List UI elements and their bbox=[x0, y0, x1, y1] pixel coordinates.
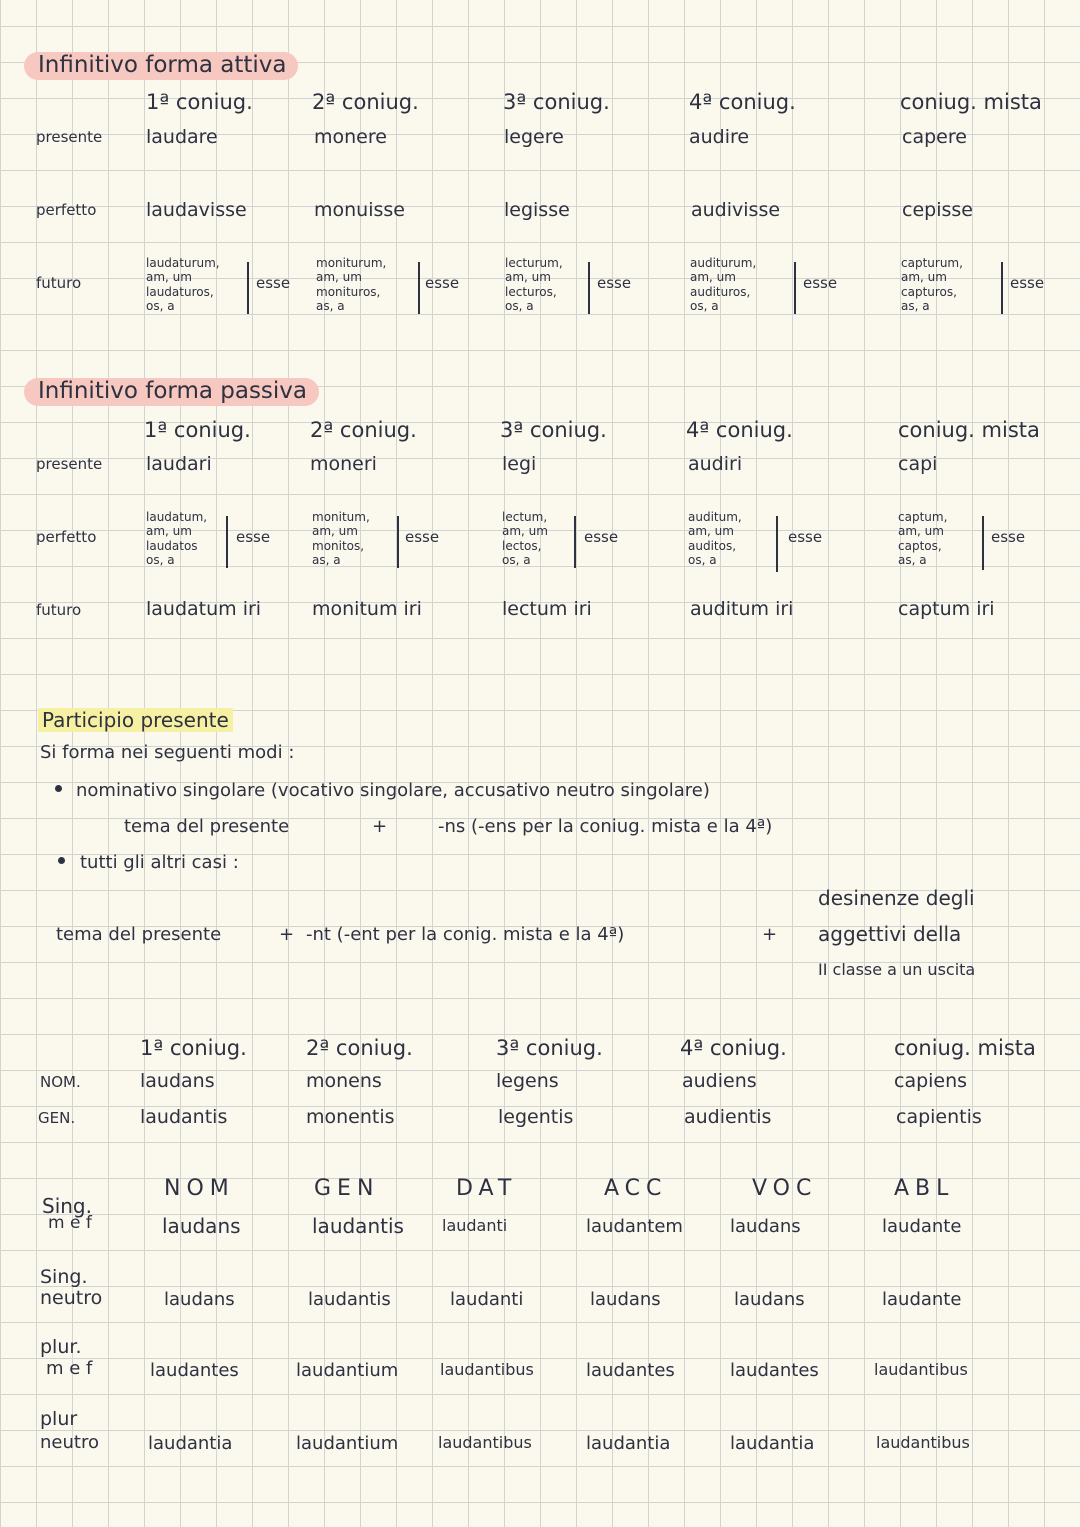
decl-cell: laudantis bbox=[312, 1214, 404, 1238]
active-futuro-2: moniturum, am, um monituros, as, a bbox=[316, 256, 387, 314]
passive-esse-2: esse bbox=[405, 528, 440, 546]
bullet-dot bbox=[55, 785, 62, 792]
participle-nom-2: monens bbox=[306, 1070, 382, 1092]
participle-gen-5: capientis bbox=[896, 1106, 982, 1128]
participle-intro: Si forma nei seguenti modi : bbox=[40, 742, 295, 763]
active-futuro-1: laudaturum, am, um laudaturos, os, a bbox=[146, 256, 220, 314]
passive-perfetto-4: auditum, am, um auditos, os, a bbox=[688, 510, 742, 568]
passive-esse-4: esse bbox=[788, 528, 823, 546]
participle-note-line-1: desinenze degli bbox=[818, 886, 975, 910]
active-futuro-5: capturum, am, um capturos, as, a bbox=[901, 256, 963, 314]
decl-cell: laudantes bbox=[730, 1360, 819, 1381]
passive-col-1: 1ª coniug. bbox=[144, 418, 251, 442]
decl-row-4-label: plur bbox=[40, 1408, 78, 1430]
passive-futuro-5: captum iri bbox=[898, 598, 995, 620]
passive-perfetto-5: captum, am, um captos, as, a bbox=[898, 510, 948, 568]
participle-col-3: 3ª coniug. bbox=[496, 1036, 603, 1060]
decl-cell: laudantium bbox=[296, 1433, 399, 1454]
brace-bar bbox=[982, 516, 984, 570]
decl-cell: laudantibus bbox=[440, 1360, 534, 1379]
active-label-futuro: futuro bbox=[36, 274, 82, 292]
decl-header-dat: DAT bbox=[456, 1176, 518, 1201]
participle-gen-3: legentis bbox=[498, 1106, 574, 1128]
decl-cell: laudanti bbox=[442, 1216, 508, 1235]
passive-presente-5: capi bbox=[898, 453, 938, 475]
participle-rule1-stem: tema del presente bbox=[124, 816, 290, 837]
passive-label-presente: presente bbox=[36, 455, 103, 473]
brace-bar bbox=[794, 262, 796, 314]
participle-nom-5: capiens bbox=[894, 1070, 968, 1092]
decl-cell: laudantibus bbox=[874, 1360, 968, 1379]
brace-bar bbox=[226, 516, 228, 568]
decl-cell: laudans bbox=[590, 1289, 661, 1310]
active-perfetto-4: audivisse bbox=[691, 199, 781, 221]
participle-col-1: 1ª coniug. bbox=[140, 1036, 247, 1060]
participle-title: Participio presente bbox=[38, 708, 233, 732]
brace-bar bbox=[588, 262, 590, 314]
active-esse-5: esse bbox=[1010, 274, 1045, 292]
decl-cell: laudantium bbox=[296, 1360, 399, 1381]
participle-nom-label: NOM. bbox=[40, 1073, 81, 1091]
participle-nom-1: laudans bbox=[140, 1070, 215, 1092]
decl-header-gen: GEN bbox=[314, 1176, 380, 1201]
active-perfetto-3: legisse bbox=[504, 199, 570, 221]
decl-row-3-sublabel: m e f bbox=[46, 1358, 93, 1379]
decl-cell: laudantia bbox=[730, 1433, 815, 1454]
active-esse-2: esse bbox=[425, 274, 460, 292]
decl-cell: laudantes bbox=[586, 1360, 675, 1381]
participle-rule2-plus-2: + bbox=[762, 924, 778, 945]
participle-bullet-1: nominativo singolare (vocativo singolare, accusativo neutro singolare) bbox=[76, 780, 710, 801]
active-presente-4: audire bbox=[689, 126, 750, 148]
active-col-5: coniug. mista bbox=[900, 90, 1042, 114]
passive-col-5: coniug. mista bbox=[898, 418, 1040, 442]
brace-bar bbox=[418, 262, 420, 314]
decl-row-4-sublabel: neutro bbox=[40, 1432, 99, 1453]
passive-esse-1: esse bbox=[236, 528, 271, 546]
brace-bar bbox=[397, 516, 399, 568]
decl-cell: laudanti bbox=[450, 1289, 524, 1310]
active-futuro-3: lecturum, am, um lecturos, os, a bbox=[505, 256, 563, 314]
active-col-3: 3ª coniug. bbox=[503, 90, 610, 114]
active-title: Infinitivo forma attiva bbox=[24, 52, 298, 80]
participle-rule2-plus: + bbox=[279, 924, 295, 945]
passive-col-4: 4ª coniug. bbox=[686, 418, 793, 442]
active-label-presente: presente bbox=[36, 128, 103, 146]
passive-futuro-4: auditum iri bbox=[690, 598, 794, 620]
decl-row-1-sublabel: m e f bbox=[48, 1213, 92, 1233]
brace-bar bbox=[574, 516, 576, 568]
decl-cell: laudante bbox=[882, 1216, 962, 1237]
decl-header-abl: ABL bbox=[894, 1176, 955, 1201]
decl-cell: laudantes bbox=[150, 1360, 239, 1381]
decl-cell: laudantis bbox=[308, 1289, 391, 1310]
participle-nom-3: legens bbox=[496, 1070, 559, 1092]
active-presente-1: laudare bbox=[146, 126, 218, 148]
active-perfetto-5: cepisse bbox=[902, 199, 973, 221]
participle-gen-1: laudantis bbox=[140, 1106, 228, 1128]
passive-futuro-1: laudatum iri bbox=[146, 598, 262, 620]
active-perfetto-2: monuisse bbox=[314, 199, 405, 221]
passive-label-futuro: futuro bbox=[36, 601, 82, 619]
participle-rule2-stem: tema del presente bbox=[56, 924, 222, 945]
active-futuro-4: auditurum, am, um audituros, os, a bbox=[690, 256, 757, 314]
passive-perfetto-1: laudatum, am, um laudatos os, a bbox=[146, 510, 208, 568]
brace-bar bbox=[776, 516, 778, 572]
participle-gen-label: GEN. bbox=[38, 1109, 76, 1127]
decl-row-1-label: Sing. bbox=[42, 1194, 92, 1218]
decl-header-voc: VOC bbox=[752, 1176, 818, 1201]
participle-col-4: 4ª coniug. bbox=[680, 1036, 787, 1060]
participle-note-line-3: II classe a un uscita bbox=[818, 960, 976, 979]
decl-header-acc: ACC bbox=[604, 1176, 668, 1201]
active-esse-3: esse bbox=[597, 274, 632, 292]
passive-perfetto-2: monitum, am, um monitos, as, a bbox=[312, 510, 370, 568]
passive-label-perfetto: perfetto bbox=[36, 528, 97, 546]
decl-cell: laudans bbox=[730, 1216, 801, 1237]
participle-gen-2: monentis bbox=[306, 1106, 395, 1128]
participle-rule1-ending: -ns (-ens per la coniug. mista e la 4ª) bbox=[438, 816, 773, 837]
passive-presente-3: legi bbox=[502, 453, 537, 475]
decl-cell: laudans bbox=[734, 1289, 805, 1310]
active-presente-5: capere bbox=[902, 126, 967, 148]
decl-header-nom: NOM bbox=[164, 1176, 235, 1201]
participle-col-5: coniug. mista bbox=[894, 1036, 1036, 1060]
brace-bar bbox=[1001, 262, 1003, 314]
decl-cell: laudantem bbox=[586, 1216, 683, 1237]
decl-row-2-sublabel: neutro bbox=[40, 1287, 103, 1309]
decl-cell: laudantia bbox=[586, 1433, 671, 1454]
passive-esse-5: esse bbox=[991, 528, 1026, 546]
active-col-4: 4ª coniug. bbox=[689, 90, 796, 114]
active-col-1: 1ª coniug. bbox=[146, 90, 253, 114]
passive-futuro-3: lectum iri bbox=[502, 598, 592, 620]
active-esse-1: esse bbox=[256, 274, 291, 292]
bullet-dot bbox=[58, 857, 65, 864]
active-col-2: 2ª coniug. bbox=[312, 90, 419, 114]
passive-esse-3: esse bbox=[584, 528, 619, 546]
participle-gen-4: audientis bbox=[684, 1106, 772, 1128]
participle-nom-4: audiens bbox=[682, 1070, 757, 1092]
decl-cell: laudans bbox=[164, 1289, 235, 1310]
passive-presente-1: laudari bbox=[146, 453, 212, 475]
decl-row-3-label: plur. bbox=[40, 1336, 82, 1358]
decl-cell: laudantibus bbox=[876, 1433, 970, 1452]
active-label-perfetto: perfetto bbox=[36, 201, 97, 219]
decl-cell: laudans bbox=[162, 1214, 241, 1238]
active-esse-4: esse bbox=[803, 274, 838, 292]
passive-perfetto-3: lectum, am, um lectos, os, a bbox=[502, 510, 548, 568]
passive-col-2: 2ª coniug. bbox=[310, 418, 417, 442]
passive-futuro-2: monitum iri bbox=[312, 598, 422, 620]
brace-bar bbox=[247, 262, 249, 314]
decl-cell: laudante bbox=[882, 1289, 962, 1310]
participle-rule2-ending: -nt (-ent per la conig. mista e la 4ª) bbox=[306, 924, 625, 945]
participle-col-2: 2ª coniug. bbox=[306, 1036, 413, 1060]
passive-title: Infinitivo forma passiva bbox=[24, 378, 319, 406]
passive-presente-2: moneri bbox=[310, 453, 377, 475]
participle-bullet-2: tutti gli altri casi : bbox=[80, 852, 239, 873]
active-presente-3: legere bbox=[504, 126, 564, 148]
participle-rule1-plus: + bbox=[372, 816, 388, 837]
decl-row-2-label: Sing. bbox=[40, 1266, 88, 1288]
participle-note-line-2: aggettivi della bbox=[818, 922, 962, 946]
decl-cell: laudantia bbox=[148, 1433, 233, 1454]
decl-cell: laudantibus bbox=[438, 1433, 532, 1452]
passive-presente-4: audiri bbox=[688, 453, 743, 475]
passive-col-3: 3ª coniug. bbox=[500, 418, 607, 442]
active-presente-2: monere bbox=[314, 126, 387, 148]
active-perfetto-1: laudavisse bbox=[146, 199, 247, 221]
